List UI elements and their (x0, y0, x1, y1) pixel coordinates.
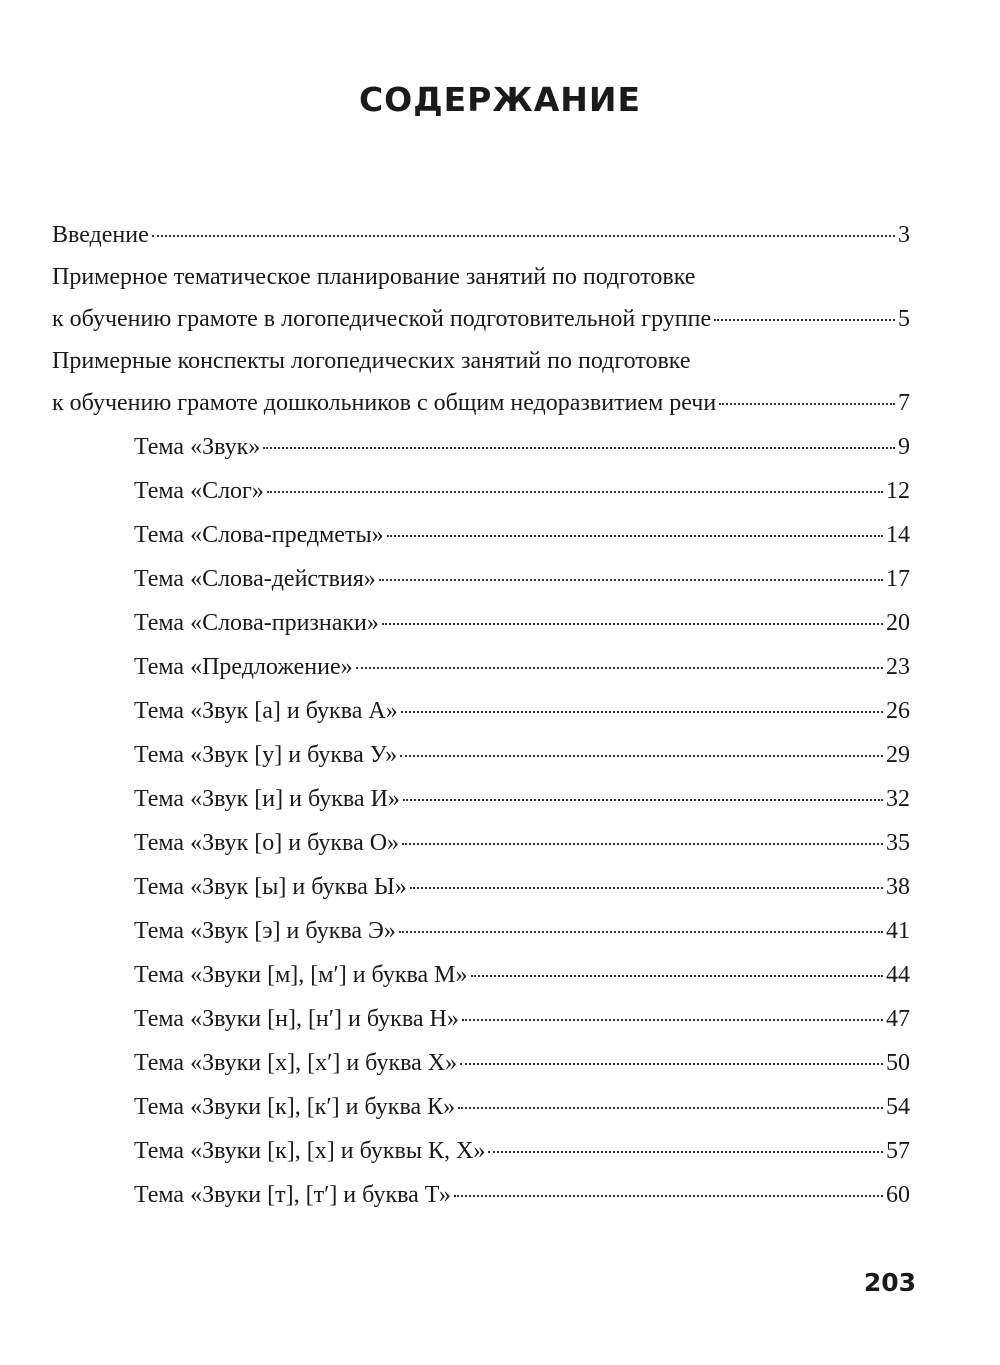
dot-leader (714, 319, 895, 321)
toc-topic-row[interactable] (52, 645, 910, 689)
toc-topic-label: Тема «Слова-признаки» (134, 610, 379, 636)
toc-entry-label-line (52, 341, 910, 381)
toc-topic-row[interactable] (52, 1041, 910, 1085)
toc-topic-label: Тема «Звуки [т], [т′] и буква Т» (134, 1182, 451, 1208)
dot-leader (402, 843, 883, 845)
toc-page-number: 14 (886, 522, 910, 548)
toc-topic-label: Тема «Звуки [н], [н′] и буква Н» (134, 1006, 459, 1032)
dot-leader (488, 1151, 883, 1153)
toc-topic-label: Тема «Звук [о] и буква О» (134, 830, 400, 856)
toc-entry-lesson-notes[interactable] (52, 381, 910, 425)
dot-leader (458, 1107, 883, 1109)
toc-topic-row[interactable] (52, 689, 910, 733)
toc-page-number: 54 (886, 1094, 910, 1120)
toc-page-number: 44 (886, 962, 910, 988)
toc-topic-label: Тема «Звук [э] и буква Э» (134, 918, 396, 944)
toc-topic-row[interactable] (52, 601, 910, 645)
toc-entry-label-line (52, 257, 910, 297)
toc-topic-row[interactable] (52, 777, 910, 821)
toc-page-number: 23 (886, 654, 910, 680)
dot-leader (263, 447, 895, 449)
toc-page-number: 12 (886, 478, 910, 504)
toc-page-number: 41 (886, 918, 910, 944)
dot-leader (471, 975, 883, 977)
toc-page-number: 57 (886, 1138, 910, 1164)
toc-topic-row[interactable] (52, 821, 910, 865)
dot-leader (356, 667, 883, 669)
toc-entry-label: Примерное тематическое планирование занятий по подготовке (52, 264, 696, 290)
toc-topic-label: Тема «Слова-действия» (134, 566, 376, 592)
toc-topic-row[interactable] (52, 909, 910, 953)
dot-leader (379, 579, 883, 581)
dot-leader (410, 887, 883, 889)
toc-page-number: 38 (886, 874, 910, 900)
dot-leader (152, 235, 895, 237)
toc-topic-label: Тема «Слова-предметы» (134, 522, 384, 548)
dot-leader (719, 403, 895, 405)
toc-page-number: 29 (886, 742, 910, 768)
toc-entry-label: Введение (52, 222, 149, 248)
toc-topic-label: Тема «Предложение» (134, 654, 353, 680)
toc-topic-label: Тема «Звук [и] и буква И» (134, 786, 400, 812)
toc-entry-label: к обучению грамоте в логопедической подготовительной группе (52, 306, 712, 332)
toc-topic-label: Тема «Звуки [м], [м′] и буква М» (134, 962, 468, 988)
toc-entry-introduction[interactable] (52, 213, 910, 257)
toc-page-number: 9 (898, 434, 910, 460)
toc-topic-row[interactable] (52, 1129, 910, 1173)
toc-page-number: 3 (898, 222, 910, 248)
table-of-contents (52, 213, 910, 1217)
toc-page-number: 47 (886, 1006, 910, 1032)
dot-leader (403, 799, 883, 801)
toc-page-number: 32 (886, 786, 910, 812)
dot-leader (401, 711, 883, 713)
dot-leader (267, 491, 883, 493)
toc-topic-label: Тема «Звук [ы] и буква Ы» (134, 874, 407, 900)
toc-page-number: 5 (898, 306, 910, 332)
toc-topic-row[interactable] (52, 1085, 910, 1129)
toc-page-number: 60 (886, 1182, 910, 1208)
toc-topic-row[interactable] (52, 425, 910, 469)
toc-topic-label: Тема «Звуки [х], [х′] и буква Х» (134, 1050, 458, 1076)
toc-topic-row[interactable] (52, 865, 910, 909)
toc-page-number: 35 (886, 830, 910, 856)
page-number: 203 (863, 1268, 916, 1297)
toc-topic-row[interactable] (52, 1173, 910, 1217)
toc-entry-planning[interactable] (52, 297, 910, 341)
toc-page-number: 26 (886, 698, 910, 724)
dot-leader (454, 1195, 883, 1197)
dot-leader (400, 755, 883, 757)
page-title: СОДЕРЖАНИЕ (358, 80, 642, 119)
toc-topic-row[interactable] (52, 733, 910, 777)
dot-leader (399, 931, 883, 933)
toc-topic-row[interactable] (52, 557, 910, 601)
toc-entry-label: Примерные конспекты логопедических занятий по подготовке (52, 348, 691, 374)
dot-leader (382, 623, 883, 625)
toc-topic-label: Тема «Звуки [к], [к′] и буква К» (134, 1094, 456, 1120)
toc-topic-label: Тема «Звуки [к], [х] и буквы К, Х» (134, 1138, 486, 1164)
toc-entry-label: к обучению грамоте дошкольников с общим недоразвитием речи (52, 390, 717, 416)
toc-topic-label: Тема «Слог» (134, 478, 264, 504)
toc-topic-row[interactable] (52, 997, 910, 1041)
toc-page-number: 20 (886, 610, 910, 636)
dot-leader (387, 535, 883, 537)
toc-page-number: 7 (898, 390, 910, 416)
toc-page-number: 17 (886, 566, 910, 592)
toc-topic-row[interactable] (52, 953, 910, 997)
toc-topic-label: Тема «Звук» (134, 434, 261, 460)
toc-page-number: 50 (886, 1050, 910, 1076)
toc-topic-row[interactable] (52, 513, 910, 557)
toc-topic-label: Тема «Звук [а] и буква А» (134, 698, 398, 724)
toc-topic-row[interactable] (52, 469, 910, 513)
dot-leader (460, 1063, 883, 1065)
dot-leader (462, 1019, 883, 1021)
toc-topic-label: Тема «Звук [у] и буква У» (134, 742, 398, 768)
